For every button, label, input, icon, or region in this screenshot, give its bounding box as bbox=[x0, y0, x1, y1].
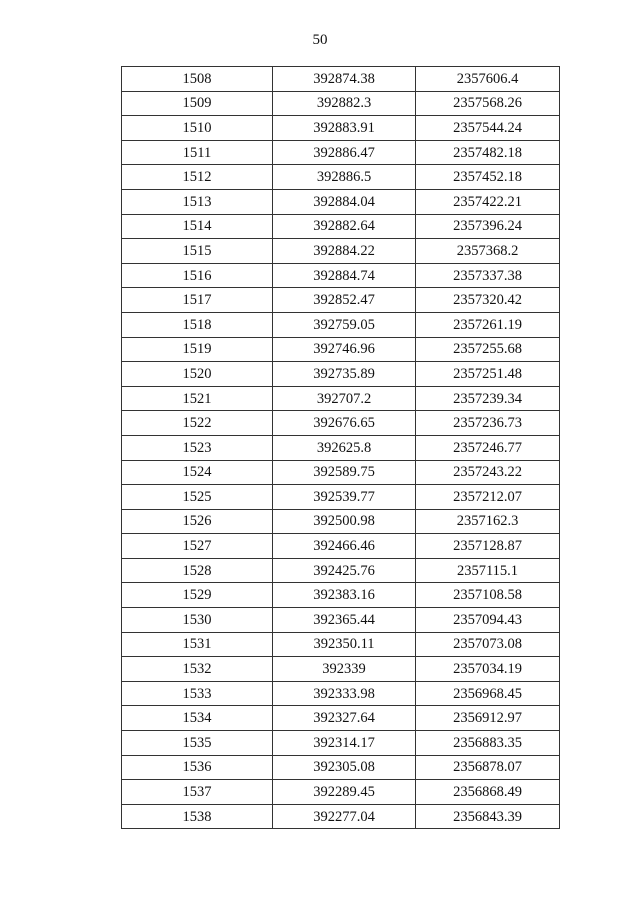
x-coordinate-cell: 392350.11 bbox=[273, 632, 416, 657]
table-row bbox=[122, 435, 560, 460]
y-coordinate-cell: 2357320.42 bbox=[416, 288, 560, 313]
x-coordinate-cell: 392676.65 bbox=[273, 411, 416, 436]
point-id-cell: 1533 bbox=[122, 681, 273, 706]
point-id-cell: 1511 bbox=[122, 140, 273, 165]
table-row bbox=[122, 189, 560, 214]
x-coordinate-cell: 392289.45 bbox=[273, 780, 416, 805]
point-id-cell: 1536 bbox=[122, 755, 273, 780]
y-coordinate-cell: 2356843.39 bbox=[416, 804, 560, 829]
y-coordinate-cell: 2357422.21 bbox=[416, 189, 560, 214]
page-number: 50 bbox=[312, 32, 328, 48]
y-coordinate-cell: 2357255.68 bbox=[416, 337, 560, 362]
x-coordinate-cell: 392746.96 bbox=[273, 337, 416, 362]
table-row bbox=[122, 681, 560, 706]
x-coordinate-cell: 392314.17 bbox=[273, 731, 416, 756]
point-id-cell: 1509 bbox=[122, 91, 273, 116]
y-coordinate-cell: 2357115.1 bbox=[416, 558, 560, 583]
table-row bbox=[122, 239, 560, 264]
y-coordinate-cell: 2356868.49 bbox=[416, 780, 560, 805]
point-id-cell: 1531 bbox=[122, 632, 273, 657]
point-id-cell: 1519 bbox=[122, 337, 273, 362]
y-coordinate-cell: 2357261.19 bbox=[416, 312, 560, 337]
y-coordinate-cell: 2357606.4 bbox=[416, 67, 560, 92]
table-row bbox=[122, 485, 560, 510]
y-coordinate-cell: 2357452.18 bbox=[416, 165, 560, 190]
x-coordinate-cell: 392707.2 bbox=[273, 386, 416, 411]
coordinates-table bbox=[121, 66, 560, 829]
table-row bbox=[122, 337, 560, 362]
table-row bbox=[122, 386, 560, 411]
y-coordinate-cell: 2357034.19 bbox=[416, 657, 560, 682]
x-coordinate-cell: 392884.04 bbox=[273, 189, 416, 214]
y-coordinate-cell: 2357212.07 bbox=[416, 485, 560, 510]
table-row bbox=[122, 583, 560, 608]
y-coordinate-cell: 2356878.07 bbox=[416, 755, 560, 780]
table-row bbox=[122, 288, 560, 313]
y-coordinate-cell: 2356912.97 bbox=[416, 706, 560, 731]
x-coordinate-cell: 392327.64 bbox=[273, 706, 416, 731]
x-coordinate-cell: 392882.64 bbox=[273, 214, 416, 239]
x-coordinate-cell: 392466.46 bbox=[273, 534, 416, 559]
point-id-cell: 1514 bbox=[122, 214, 273, 239]
x-coordinate-cell: 392852.47 bbox=[273, 288, 416, 313]
table-row bbox=[122, 460, 560, 485]
table-row bbox=[122, 214, 560, 239]
y-coordinate-cell: 2357544.24 bbox=[416, 116, 560, 141]
point-id-cell: 1528 bbox=[122, 558, 273, 583]
table-row bbox=[122, 780, 560, 805]
table-row bbox=[122, 657, 560, 682]
x-coordinate-cell: 392339 bbox=[273, 657, 416, 682]
x-coordinate-cell: 392365.44 bbox=[273, 608, 416, 633]
y-coordinate-cell: 2357246.77 bbox=[416, 435, 560, 460]
point-id-cell: 1532 bbox=[122, 657, 273, 682]
table-row bbox=[122, 411, 560, 436]
y-coordinate-cell: 2357073.08 bbox=[416, 632, 560, 657]
table-row bbox=[122, 165, 560, 190]
x-coordinate-cell: 392735.89 bbox=[273, 362, 416, 387]
point-id-cell: 1535 bbox=[122, 731, 273, 756]
table-row bbox=[122, 608, 560, 633]
table-row bbox=[122, 632, 560, 657]
point-id-cell: 1516 bbox=[122, 263, 273, 288]
table-row bbox=[122, 731, 560, 756]
x-coordinate-cell: 392884.74 bbox=[273, 263, 416, 288]
y-coordinate-cell: 2356883.35 bbox=[416, 731, 560, 756]
x-coordinate-cell: 392277.04 bbox=[273, 804, 416, 829]
table-row bbox=[122, 804, 560, 829]
x-coordinate-cell: 392383.16 bbox=[273, 583, 416, 608]
y-coordinate-cell: 2357128.87 bbox=[416, 534, 560, 559]
y-coordinate-cell: 2357236.73 bbox=[416, 411, 560, 436]
point-id-cell: 1534 bbox=[122, 706, 273, 731]
table-row bbox=[122, 534, 560, 559]
y-coordinate-cell: 2357396.24 bbox=[416, 214, 560, 239]
x-coordinate-cell: 392539.77 bbox=[273, 485, 416, 510]
table-row bbox=[122, 116, 560, 141]
x-coordinate-cell: 392874.38 bbox=[273, 67, 416, 92]
y-coordinate-cell: 2357337.38 bbox=[416, 263, 560, 288]
y-coordinate-cell: 2357162.3 bbox=[416, 509, 560, 534]
x-coordinate-cell: 392589.75 bbox=[273, 460, 416, 485]
point-id-cell: 1529 bbox=[122, 583, 273, 608]
table-row bbox=[122, 509, 560, 534]
x-coordinate-cell: 392886.47 bbox=[273, 140, 416, 165]
point-id-cell: 1508 bbox=[122, 67, 273, 92]
point-id-cell: 1510 bbox=[122, 116, 273, 141]
point-id-cell: 1523 bbox=[122, 435, 273, 460]
y-coordinate-cell: 2357368.2 bbox=[416, 239, 560, 264]
point-id-cell: 1517 bbox=[122, 288, 273, 313]
point-id-cell: 1526 bbox=[122, 509, 273, 534]
x-coordinate-cell: 392886.5 bbox=[273, 165, 416, 190]
table-row bbox=[122, 67, 560, 92]
point-id-cell: 1522 bbox=[122, 411, 273, 436]
x-coordinate-cell: 392333.98 bbox=[273, 681, 416, 706]
y-coordinate-cell: 2357568.26 bbox=[416, 91, 560, 116]
x-coordinate-cell: 392882.3 bbox=[273, 91, 416, 116]
x-coordinate-cell: 392625.8 bbox=[273, 435, 416, 460]
point-id-cell: 1520 bbox=[122, 362, 273, 387]
y-coordinate-cell: 2357482.18 bbox=[416, 140, 560, 165]
x-coordinate-cell: 392759.05 bbox=[273, 312, 416, 337]
table-row bbox=[122, 706, 560, 731]
table-row bbox=[122, 91, 560, 116]
y-coordinate-cell: 2357251.48 bbox=[416, 362, 560, 387]
x-coordinate-cell: 392500.98 bbox=[273, 509, 416, 534]
y-coordinate-cell: 2356968.45 bbox=[416, 681, 560, 706]
point-id-cell: 1527 bbox=[122, 534, 273, 559]
table-body bbox=[122, 67, 560, 829]
point-id-cell: 1524 bbox=[122, 460, 273, 485]
point-id-cell: 1530 bbox=[122, 608, 273, 633]
table-row bbox=[122, 558, 560, 583]
x-coordinate-cell: 392883.91 bbox=[273, 116, 416, 141]
x-coordinate-cell: 392305.08 bbox=[273, 755, 416, 780]
table-row bbox=[122, 362, 560, 387]
point-id-cell: 1513 bbox=[122, 189, 273, 214]
x-coordinate-cell: 392425.76 bbox=[273, 558, 416, 583]
table-row bbox=[122, 263, 560, 288]
table-row bbox=[122, 140, 560, 165]
table-row bbox=[122, 755, 560, 780]
point-id-cell: 1537 bbox=[122, 780, 273, 805]
point-id-cell: 1515 bbox=[122, 239, 273, 264]
y-coordinate-cell: 2357239.34 bbox=[416, 386, 560, 411]
y-coordinate-cell: 2357108.58 bbox=[416, 583, 560, 608]
table-row bbox=[122, 312, 560, 337]
y-coordinate-cell: 2357094.43 bbox=[416, 608, 560, 633]
point-id-cell: 1525 bbox=[122, 485, 273, 510]
point-id-cell: 1538 bbox=[122, 804, 273, 829]
point-id-cell: 1518 bbox=[122, 312, 273, 337]
point-id-cell: 1512 bbox=[122, 165, 273, 190]
point-id-cell: 1521 bbox=[122, 386, 273, 411]
x-coordinate-cell: 392884.22 bbox=[273, 239, 416, 264]
y-coordinate-cell: 2357243.22 bbox=[416, 460, 560, 485]
